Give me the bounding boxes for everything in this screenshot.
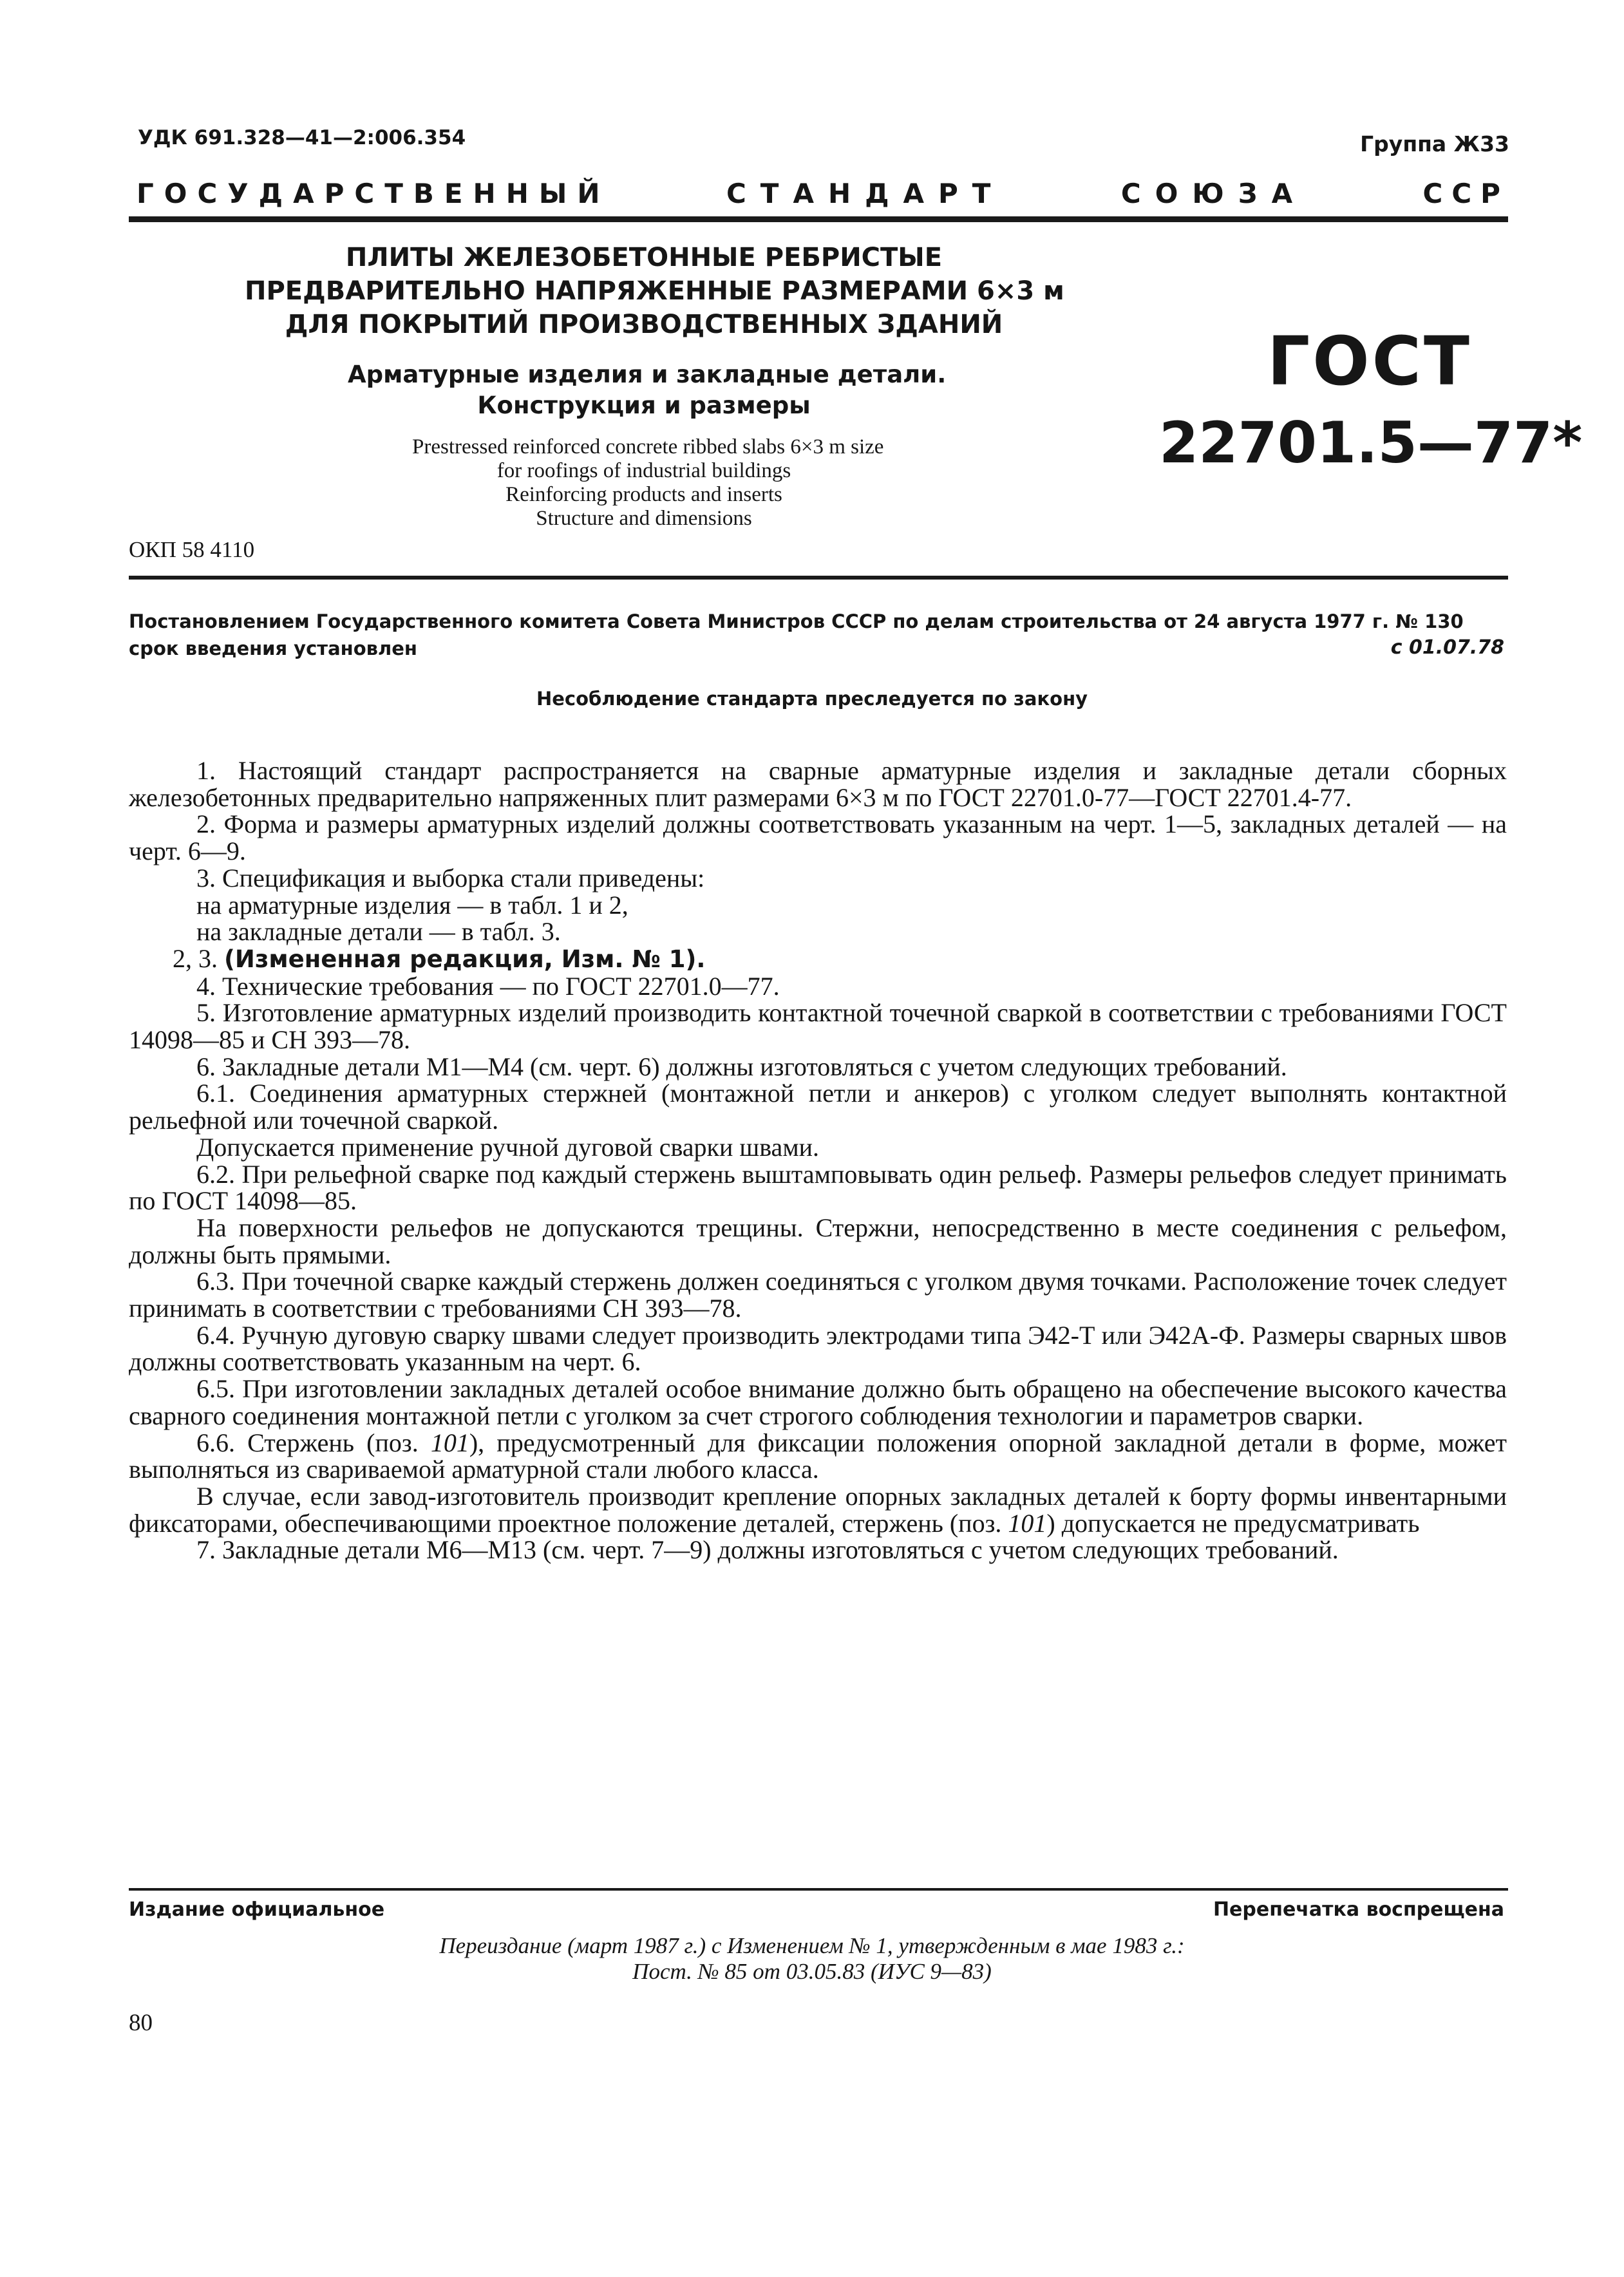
banner-word-3: СОЮЗА <box>1120 178 1307 209</box>
decree-block <box>129 608 1508 662</box>
reprint-ban: Перепечатка воспрещена <box>1213 1898 1504 1921</box>
paragraph: 6.3. При точечной сварке каждый стержень должен соединяться с уголком двумя точками. Расположение точек следует принимать в соответствии с требованиями СН 393—78. <box>129 1267 1507 1323</box>
official-edition: Издание официальное <box>129 1898 385 1921</box>
paragraph: 6.1. Соединения арматурных стержней (монтажной петли и анкеров) с уголком следует выполнять контактной рельефной или точечной сваркой. <box>129 1079 1507 1135</box>
paragraph: 6.4. Ручную дуговую сварку швами следует производить электродами типа Э42-Т или Э42А-Ф. Размеры сварных швов должны соответствовать указанным на черт. 6. <box>129 1320 1507 1377</box>
reissue-line: Переиздание (март 1987 г.) с Изменением № 1, утвержденным в мае 1983 г.: <box>439 1933 1185 1958</box>
gost-number: 22701.5—77* <box>1159 410 1583 476</box>
group-code: Группа Ж33 <box>1360 131 1509 156</box>
english-title-line: Reinforcing products and inserts <box>505 483 782 506</box>
title-line: ДЛЯ ПОКРЫТИЙ ПРОИЗВОДСТВЕННЫХ ЗДАНИЙ <box>285 310 1003 339</box>
page-number: 80 <box>129 2010 153 2036</box>
udk-code: УДК 691.328—41—2:006.354 <box>138 126 466 149</box>
paragraph: 6.5. При изготовлении закладных деталей особое внимание должно быть обращено на обеспечение высокого качества сварного соединения монтажной петли с уголком за счет строгого соблюдения технологии и параметров сварки. <box>129 1374 1507 1430</box>
effective-date: с 01.07.78 <box>1390 636 1504 659</box>
paragraph-text: ) допускается не предусматривать <box>1046 1508 1420 1538</box>
paragraph: 7. Закладные детали М6—М13 (см. черт. 7—9) должны изготовляться с учетом следующих требований. <box>196 1535 1339 1565</box>
title-line: ПРЕДВАРИТЕЛЬНО НАПРЯЖЕННЫЕ РАЗМЕРАМИ 6×3 м <box>245 276 1064 306</box>
paragraph: на арматурные изделия — в табл. 1 и 2, <box>196 890 628 920</box>
paragraph: на закладные детали — в табл. 3. <box>196 917 561 947</box>
banner-word-2: СТАНДАРТ <box>726 178 1005 209</box>
subtitle-line: Конструкция и размеры <box>477 392 811 419</box>
state-standard-banner <box>137 178 1509 209</box>
okp-code: ОКП 58 4110 <box>129 537 255 562</box>
paragraph: Допускается применение ручной дуговой сварки швами. <box>196 1132 820 1162</box>
paragraph <box>129 1483 1507 1536</box>
paragraph: На поверхности рельефов не допускаются трещины. Стержни, непосредственно в месте соединения с рельефом, должны быть прямыми. <box>129 1213 1507 1269</box>
decree-text-line: срок введения установлен <box>129 638 417 659</box>
paragraph: 2. Форма и размеры арматурных изделий должны соответствовать указанным на черт. 1—5, закладных деталей — на черт. 6—9. <box>129 809 1507 866</box>
paragraph: 5. Изготовление арматурных изделий производить контактной точечной сваркой в соответствии с требованиями ГОСТ 14098—85 и СН 393—78. <box>129 998 1507 1055</box>
reissue-note <box>0 1933 1624 1985</box>
paragraph <box>129 1430 1507 1483</box>
english-title-line: Prestressed reinforced concrete ribbed slabs 6×3 m size <box>412 435 884 458</box>
position-ref: 101 <box>430 1428 469 1457</box>
paragraph: 3. Спецификация и выборка стали приведены: <box>196 863 705 893</box>
paragraph: 1. Настоящий стандарт распространяется на сварные арматурные изделия и закладные детали сборных железобетонных предварительно напряженных плит размерами 6×3 м по ГОСТ 22701.0-77—ГОСТ 22701.4-77. <box>129 756 1507 812</box>
paragraph: 6.2. При рельефной сварке под каждый стержень выштамповывать один рельеф. Размеры рельефов следует принимать по ГОСТ 14098—85. <box>129 1159 1507 1216</box>
revision-number: 2, 3. <box>173 943 218 973</box>
english-title-line: for roofings of industrial buildings <box>496 459 791 482</box>
header-bottom-rule <box>129 576 1508 580</box>
footer-rule <box>129 1888 1508 1891</box>
english-title-line: Structure and dimensions <box>536 507 752 530</box>
position-ref: 101 <box>1008 1508 1047 1538</box>
paragraph-text: В случае, если завод-изготовитель производит крепление опорных закладных деталей к борту формы инвентарными фиксаторами, обеспечивающими проектное положение деталей, стержень (поз. <box>129 1481 1507 1538</box>
banner-word-1: ГОСУДАРСТВЕННЫЙ <box>137 178 610 209</box>
revision-note: (Измененная редакция, Изм. № 1). <box>224 945 706 973</box>
paragraph-text: ), предусмотренный для фиксации положения опорной закладной детали в форме, может выполняться из свариваемой арматурной стали любого класса. <box>129 1428 1507 1484</box>
subtitle-line: Арматурные изделия и закладные детали. <box>348 361 947 388</box>
paragraph: 4. Технические требования — по ГОСТ 22701.0—77. <box>196 971 780 1001</box>
english-title <box>412 435 884 531</box>
decree-text-line: Постановлением Государственного комитета Совета Министров СССР по делам строительства от 24 августа 1977 г. № 130 <box>129 610 1464 632</box>
reissue-line: Пост. № 85 от 03.05.83 (ИУС 9—83) <box>632 1959 992 1984</box>
law-notice: Несоблюдение стандарта преследуется по закону <box>536 688 1088 710</box>
top-rule <box>129 216 1508 222</box>
paragraph-revision <box>129 945 1507 973</box>
standard-body <box>129 757 1507 1564</box>
title-line: ПЛИТЫ ЖЕЛЕЗОБЕТОННЫЕ РЕБРИСТЫЕ <box>345 243 943 272</box>
gost-label: ГОСТ <box>1267 322 1472 401</box>
banner-word-4: ССР <box>1422 178 1509 209</box>
standard-title <box>245 241 1064 341</box>
paragraph: 6. Закладные детали М1—М4 (см. черт. 6) должны изготовляться с учетом следующих требований. <box>196 1052 1287 1081</box>
standard-subtitle <box>348 359 947 421</box>
paragraph-text: 6.6. Стержень (поз. <box>196 1428 431 1457</box>
